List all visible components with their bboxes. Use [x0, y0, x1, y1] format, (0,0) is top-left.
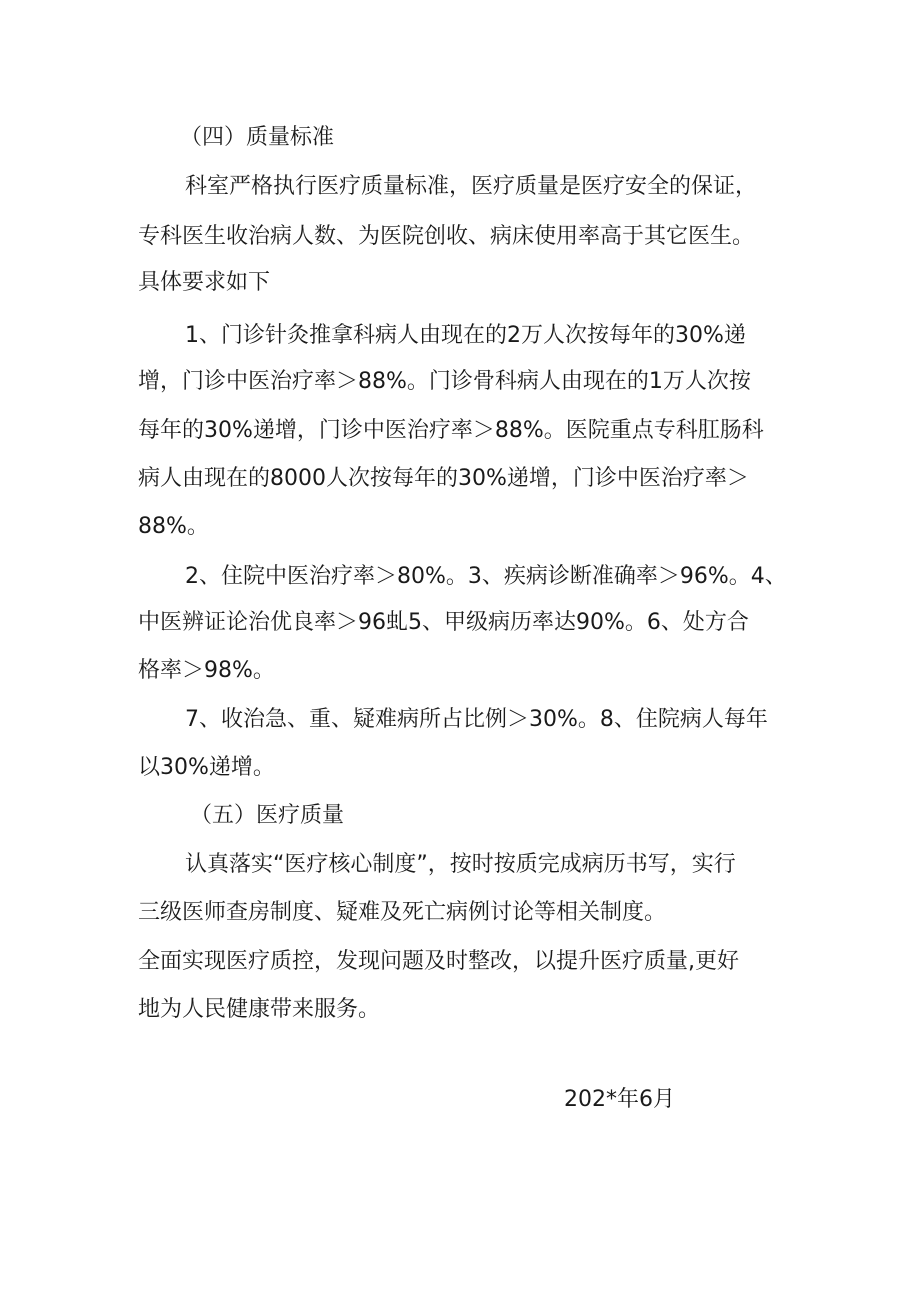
section5-body-line1: 认真落实“医疗核心制度”，按时按质完成病历书写，实行 [185, 852, 736, 877]
item2-line3: 格率＞98%。 [138, 658, 275, 683]
section4-intro-line2: 专科医生收治病人数、为医院创收、病床使用率高于其它医生。 [138, 224, 755, 249]
item1-line4: 病人由现在的8000人次按每年的30%递增，门诊中医治疗率＞ [138, 466, 749, 491]
section5-body-line4: 地为人民健康带来服务。 [138, 997, 381, 1022]
item1-line3: 每年的30%递增，门诊中医治疗率＞88%。医院重点专科肛肠科 [138, 418, 764, 443]
section4-intro-line1: 科室严格执行医疗质量标准，医疗质量是医疗安全的保证， [185, 174, 758, 199]
section4-intro-line3: 具体要求如下 [138, 270, 271, 295]
item7-line2: 以30%递增。 [138, 755, 275, 780]
section4-heading: （四）质量标准 [180, 125, 335, 150]
item7-line1: 7、收治急、重、疑难病所占比例＞30%。8、住院病人每年 [185, 707, 768, 732]
section5-body-line3: 全面实现医疗质控，发现问题及时整改，以提升医疗质量,更好 [138, 949, 739, 974]
item2-line2: 中医辨证论治优良率＞96虬5、甲级病历率达90%。6、处方合 [138, 610, 749, 635]
item1-line5: 88%。 [138, 514, 209, 539]
item2-line1: 2、住院中医治疗率＞80%。3、疾病诊断准确率＞96%。4、 [185, 564, 787, 589]
item1-line1: 1、门诊针灸推拿科病人由现在的2万人次按每年的30%递 [185, 323, 746, 348]
section5-body-line2: 三级医师查房制度、疑难及死亡病例讨论等相关制度。 [138, 900, 667, 925]
date: 202*年6月 [564, 1087, 675, 1112]
section5-heading: （五）医疗质量 [190, 803, 345, 828]
item1-line2: 增，门诊中医治疗率＞88%。门诊骨科病人由现在的1万人次按 [138, 369, 751, 394]
